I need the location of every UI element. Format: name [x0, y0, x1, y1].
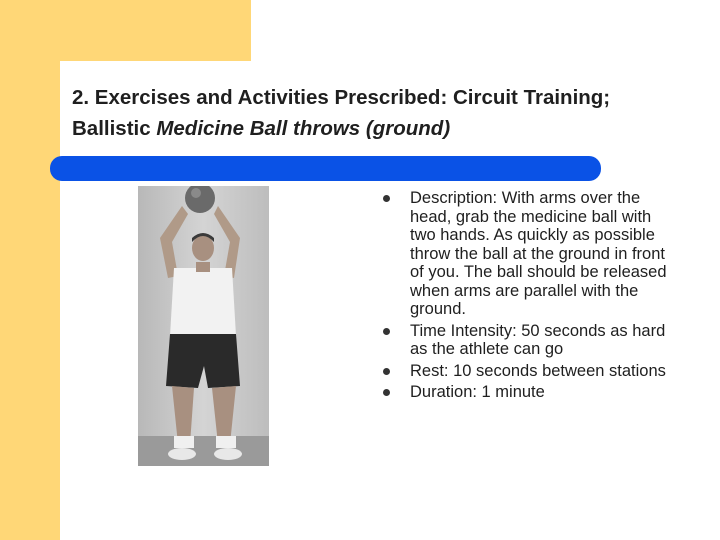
- bullet-text: Duration: 1 minute: [410, 383, 545, 401]
- slide-title: [72, 82, 672, 144]
- title-italic-text: Medicine Ball throws (ground): [156, 117, 451, 140]
- top-accent-block: [0, 0, 251, 61]
- bullet-text: Description: With arms over the head, grab the medicine ball with two hands. As quickly as possible throw the ball at the ground in front of you. The ball should be released when arms are parallel with the ground.: [410, 189, 667, 318]
- bullet-list: [380, 189, 680, 405]
- bullet-duration: [380, 383, 680, 402]
- bullet-dot-icon: [383, 368, 390, 375]
- bullet-text: Rest: 10 seconds between stations: [410, 361, 666, 380]
- bullet-time-intensity: [380, 322, 680, 359]
- bullet-dot-icon: [383, 389, 390, 396]
- bullet-rest: [380, 362, 680, 381]
- left-accent-band: [0, 0, 60, 540]
- exercise-photo: [138, 186, 269, 466]
- title-plain-text: 2. Exercises and Activities Prescribed: Circuit Training; Ballistic: [72, 86, 611, 140]
- bullet-description: [380, 189, 680, 319]
- bullet-dot-icon: [383, 195, 390, 202]
- bullet-dot-icon: [383, 328, 390, 335]
- title-underline-bar: [50, 156, 601, 181]
- bullet-text: Time Intensity: 50 seconds as hard as the athlete can go: [410, 321, 666, 358]
